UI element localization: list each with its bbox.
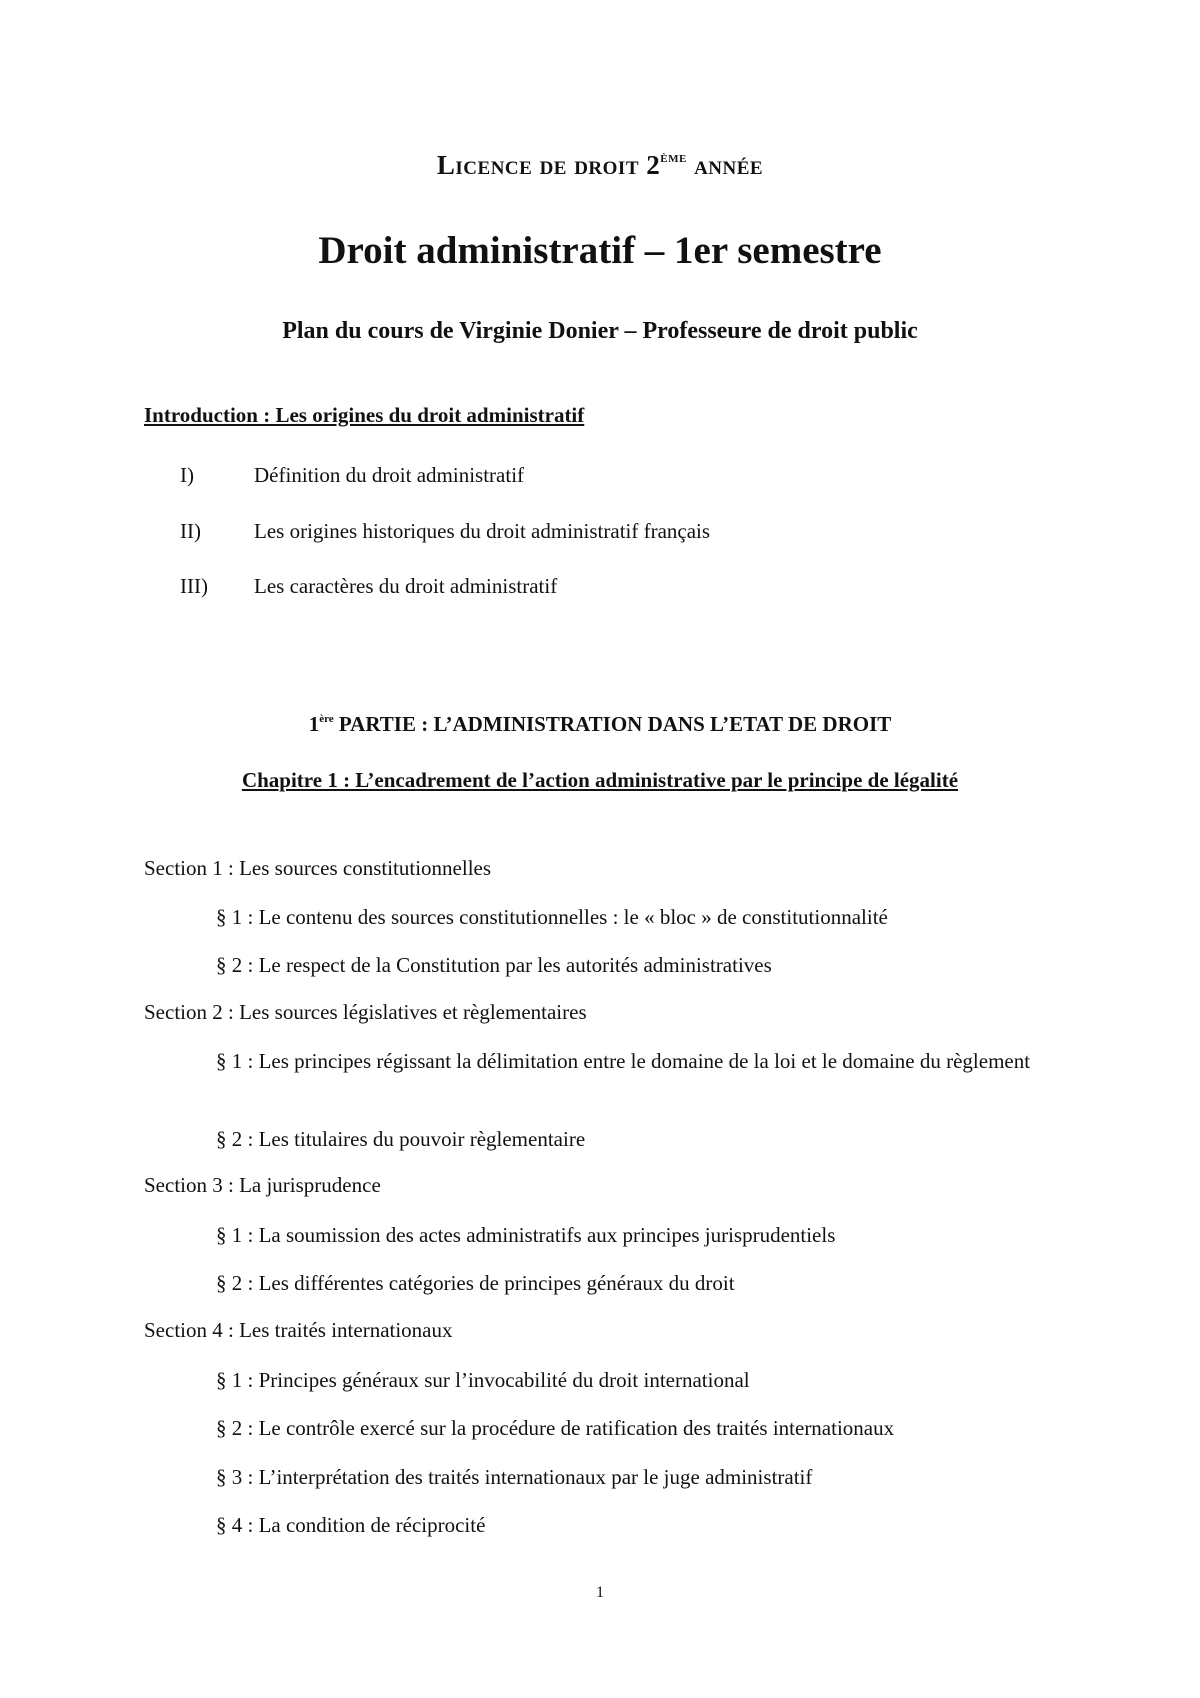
partie-superscript: ère: [319, 713, 334, 725]
paragraph-item: § 1 : Le contenu des sources constitutionnelles : le « bloc » de constitutionnalité: [216, 905, 888, 929]
chapitre-heading: Chapitre 1 : L’encadrement de l’action administrative par le principe de légalité: [241, 768, 959, 792]
section-title: Section 2 : Les sources législatives et règlementaires: [144, 1000, 587, 1024]
partie-number: 1: [308, 712, 320, 736]
paragraph-item: § 2 : Le contrôle exercé sur la procédure de ratification des traités internationaux: [216, 1416, 895, 1440]
page-number: 1: [596, 1584, 604, 1601]
paragraph-item: § 2 : Le respect de la Constitution par les autorités administratives: [216, 953, 772, 977]
paragraph-item: § 1 : Les principes régissant la délimitation entre le domaine de la loi et le domaine du règlement: [216, 1049, 1031, 1073]
section-title: Section 1 : Les sources constitutionnelles: [144, 856, 492, 880]
partie-title: PARTIE : L’ADMINISTRATION DANS L’ETAT DE DROIT: [333, 712, 892, 736]
paragraph-item: § 1 : La soumission des actes administratifs aux principes jurisprudentiels: [216, 1223, 836, 1247]
licence-heading: [0, 150, 1200, 181]
document-subtitle: Plan du cours de Virginie Donier – Professeure de droit public: [282, 318, 918, 344]
document-title: Droit administratif – 1er semestre: [318, 229, 882, 272]
paragraph-item: § 2 : Les différentes catégories de principes généraux du droit: [216, 1271, 735, 1295]
introduction-heading: Introduction : Les origines du droit administratif: [144, 403, 585, 427]
intro-item-text: Les origines historiques du droit administratif français: [254, 519, 711, 543]
licence-main: Licence de droit 2: [436, 150, 661, 180]
licence-superscript: ème: [660, 150, 687, 166]
intro-item-text: Définition du droit administratif: [254, 463, 525, 487]
section-title: Section 3 : La jurisprudence: [144, 1173, 381, 1197]
paragraph-item: § 4 : La condition de réciprocité: [216, 1513, 486, 1537]
section-title: Section 4 : Les traités internationaux: [144, 1318, 453, 1342]
licence-tail: année: [686, 150, 764, 180]
paragraph-item: § 1 : Principes généraux sur l’invocabilité du droit international: [216, 1368, 750, 1392]
partie-heading: [0, 712, 1200, 737]
intro-item-text: Les caractères du droit administratif: [254, 574, 558, 598]
intro-item-number: II): [180, 519, 201, 543]
intro-item-number: I): [180, 463, 194, 487]
paragraph-item: § 2 : Les titulaires du pouvoir règlementaire: [216, 1127, 586, 1151]
paragraph-item: § 3 : L’interprétation des traités internationaux par le juge administratif: [216, 1465, 813, 1489]
intro-item-number: III): [180, 574, 208, 598]
